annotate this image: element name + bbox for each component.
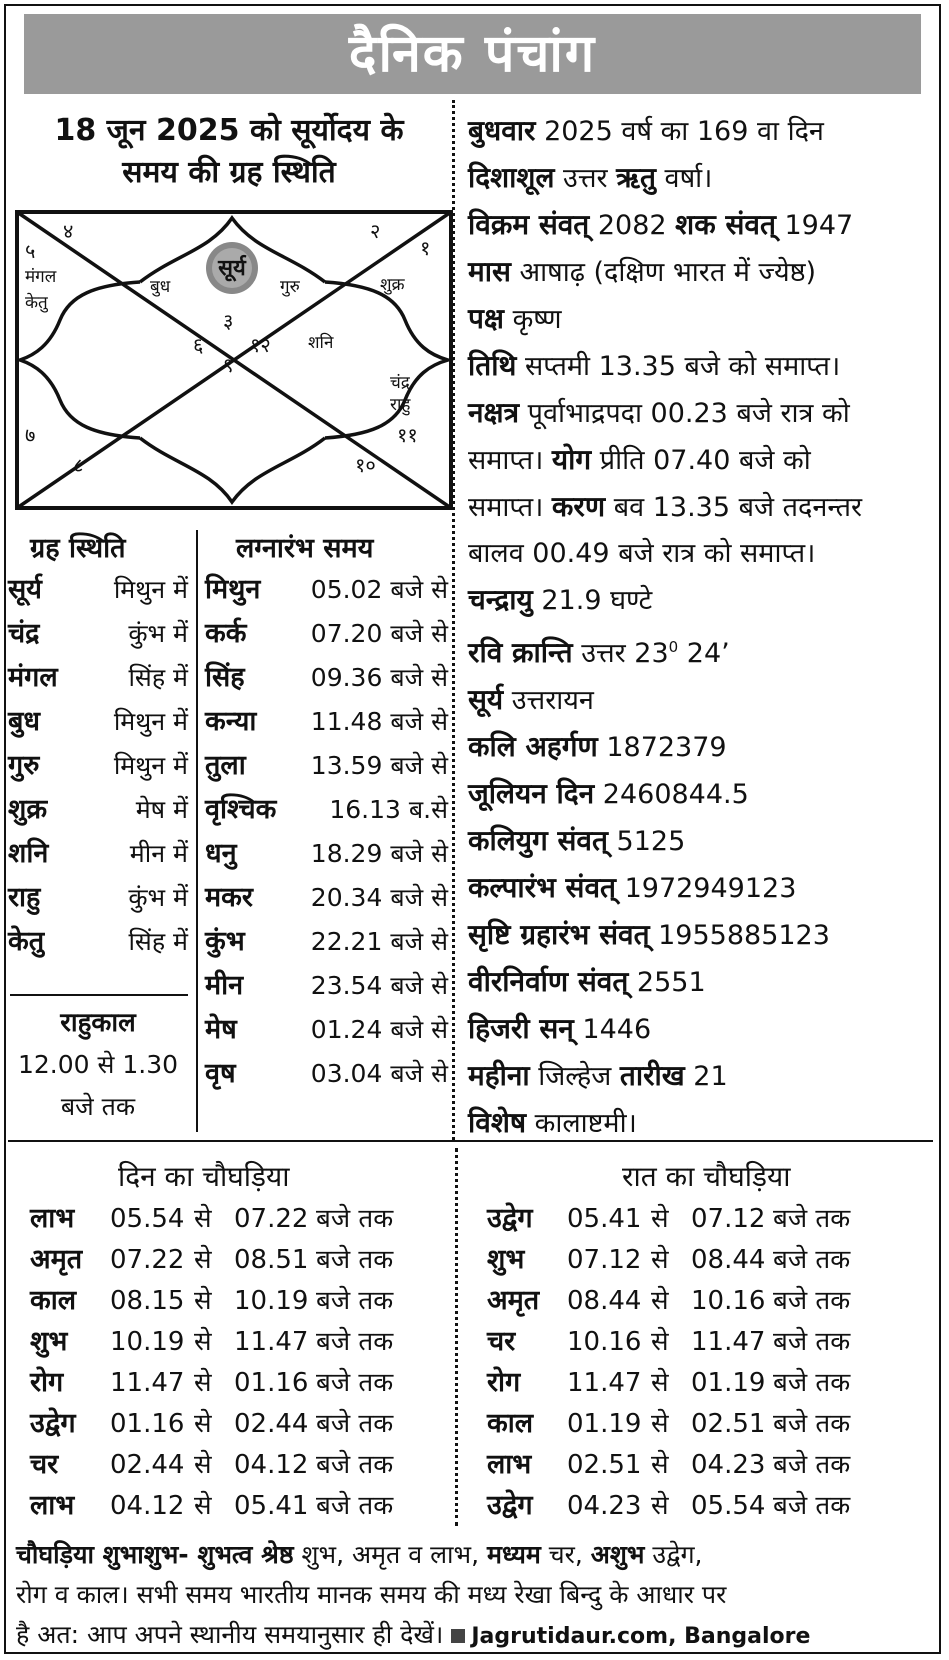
choghadiya-name: काल (30, 1285, 77, 1316)
lagna-row (205, 832, 448, 876)
graha-sthiti-heading: ग्रह स्थिति (30, 533, 126, 564)
choghadiya-row (30, 1444, 393, 1485)
choghadiya-row (30, 1280, 393, 1321)
choghadiya-to: 10.19 (234, 1286, 309, 1316)
choghadiya-row (487, 1485, 850, 1526)
choghadiya-se: से (194, 1245, 212, 1275)
choghadiya-suffix: बजे तक (773, 1245, 851, 1275)
choghadiya-from: 08.15 (110, 1286, 185, 1316)
house-7: ७ (25, 423, 36, 447)
graha-rashi: मिथुन में (113, 575, 188, 604)
choghadiya-se: से (194, 1204, 212, 1234)
graha-planet: शनि (8, 838, 49, 869)
choghadiya-se: से (651, 1327, 669, 1357)
choghadiya-name: शुभ (487, 1244, 525, 1275)
choghadiya-suffix: बजे तक (316, 1327, 394, 1357)
lagna-row (205, 876, 448, 920)
graha-planet: मंगल (8, 662, 58, 693)
choghadiya-se: से (651, 1204, 669, 1234)
lagna-rashi: मकर (205, 882, 253, 913)
graha-planet: गुरु (8, 750, 40, 781)
choghadiya-to: 04.12 (234, 1450, 309, 1480)
lagna-table (205, 568, 448, 1096)
choghadiya-suffix: बजे तक (316, 1409, 394, 1439)
graha-rashi: सिंह में (128, 927, 188, 956)
lagna-row (205, 920, 448, 964)
choghadiya-row (30, 1485, 393, 1526)
choghadiya-row (30, 1198, 393, 1239)
choghadiya-se: से (194, 1327, 212, 1357)
lagna-time: 22.21 बजे से (310, 927, 448, 956)
graha-row (8, 656, 188, 700)
lagna-time: 09.36 बजे से (310, 663, 448, 692)
choghadiya-to: 05.54 (691, 1491, 766, 1521)
choghadiya-to: 02.51 (691, 1409, 766, 1439)
choghadiya-row (487, 1444, 850, 1485)
choghadiya-suffix: बजे तक (773, 1450, 851, 1480)
house-6: ६ (193, 333, 204, 357)
chandra-label: चंद्र (390, 373, 410, 393)
graha-rashi: कुंभ में (128, 619, 188, 648)
house-11: ११ (397, 423, 418, 447)
choghadiya-row (487, 1198, 850, 1239)
graha-row (8, 876, 188, 920)
choghadiya-to: 07.12 (691, 1204, 766, 1234)
choghadiya-from: 01.16 (110, 1409, 185, 1439)
choghadiya-name: उद्वेग (487, 1490, 533, 1521)
graha-rashi: सिंह में (128, 663, 188, 692)
choghadiya-se: से (194, 1450, 212, 1480)
lagna-time: 16.13 ब.से (329, 795, 448, 824)
choghadiya-name: लाभ (487, 1449, 532, 1480)
lagna-rashi: सिंह (205, 662, 245, 693)
shani-label: शनि (308, 333, 334, 353)
choghadiya-to: 01.19 (691, 1368, 766, 1398)
day-choghadiya-heading: दिन का चौघड़िया (118, 1160, 290, 1193)
choghadiya-row (30, 1403, 393, 1444)
house-8: ८ (73, 453, 84, 477)
choghadiya-from: 04.23 (567, 1491, 642, 1521)
choghadiya-suffix: बजे तक (773, 1286, 851, 1316)
graha-row (8, 832, 188, 876)
lagna-rashi: कर्क (205, 618, 247, 649)
choghadiya-from: 01.19 (567, 1409, 642, 1439)
rahukaal-divider (10, 994, 188, 996)
lagna-row (205, 1052, 448, 1096)
choghadiya-from: 10.19 (110, 1327, 185, 1357)
choghadiya-se: से (651, 1245, 669, 1275)
choghadiya-name: अमृत (30, 1244, 83, 1275)
credit-square-icon (451, 1629, 465, 1643)
choghadiya-suffix: बजे तक (773, 1327, 851, 1357)
graha-row (8, 920, 188, 964)
night-choghadiya-heading: रात का चौघड़िया (622, 1160, 791, 1193)
panchang-details: बुधवार 2025 वर्ष का 169 वा दिन दिशाशूल उत्तर ऋतु वर्षा। विक्रम संवत् 2082 शक संवत् 1947 मास आषाढ़ (दक्षिण भारत में ज्येष्ठ) पक्ष कृष्ण तिथि सप्तमी 13.35 बजे को समाप्त। नक्षत्र पूर्वाभाद्रपदा 00.23 बजे रात्र को समाप्त। योग प्रीति 07.40 बजे को समाप्त। करण बव 13.35 बजे तदनन्तर बालव 00.49 बजे रात्र को समाप्त। चन्द्रायु 21.9 घण्टे रवि क्रान्ति उत्तर $23^0$ 24’ सूर्य उत्तरायन कलि अहर्गण 1872379 जूलियन दिन 2460844.5 कलियुग संवत् 5125 कल्पारंभ संवत् 1972949123 सृष्टि ग्रहारंभ संवत् 1955885123 वीरनिर्वाण संवत् 2551 हिजरी सन् 1446 महीना जिल्हेज तारीख 21 विशेष कालाष्टमी। (468, 114, 863, 1139)
choghadiya-suffix: बजे तक (316, 1286, 394, 1316)
rahukaal-heading: राहुकाल (60, 1008, 136, 1038)
choghadiya-suffix: बजे तक (773, 1368, 851, 1398)
credit-text: Jagrutidaur.com, Bangalore (471, 1624, 811, 1649)
lagna-row (205, 700, 448, 744)
rahu-label: राहु (390, 395, 411, 415)
house-1: १ (420, 236, 431, 260)
choghadiya-suffix: बजे तक (316, 1245, 394, 1275)
graha-planet: सूर्य (8, 574, 42, 605)
graha-row (8, 612, 188, 656)
choghadiya-se: से (651, 1491, 669, 1521)
graha-planet: शुक्र (8, 794, 48, 825)
rahukaal-box (8, 1002, 188, 1128)
choghadiya-name: लाभ (30, 1203, 75, 1234)
lagna-time: 23.54 बजे से (310, 971, 448, 1000)
house-5: ५ (25, 239, 36, 263)
lagna-time: 05.02 बजे से (310, 575, 448, 604)
footer-note: चौघड़िया शुभाशुभ- शुभत्व श्रेष्ठ शुभ, अमृत व लाभ, मध्यम चर, अशुभ उद्वेग, रोग व काल। सभी समय भारतीय मानक समय की मध्य रेखा बिन्दु के आधार पर है अत: आप अपने स्थानीय समयानुसार ही देखें। Jagrutidaur.com, Bangalore (16, 1540, 811, 1649)
choghadiya-suffix: बजे तक (316, 1368, 394, 1398)
choghadiya-suffix: बजे तक (316, 1491, 394, 1521)
choghadiya-to: 10.16 (691, 1286, 766, 1316)
lagna-rashi: कुंभ (205, 926, 245, 957)
graha-row (8, 788, 188, 832)
house-2: २ (370, 219, 381, 243)
lagna-row (205, 568, 448, 612)
house-3: ३ (223, 309, 234, 333)
choghadiya-name: चर (30, 1449, 59, 1480)
graha-planet: बुध (8, 706, 41, 737)
graha-row (8, 744, 188, 788)
graha-planet: चंद्र (8, 618, 40, 649)
lagna-rashi: कन्या (205, 706, 257, 737)
birth-chart (15, 210, 455, 510)
choghadiya-to: 05.41 (234, 1491, 309, 1521)
lagna-rashi: तुला (205, 750, 246, 781)
choghadiya-suffix: बजे तक (773, 1409, 851, 1439)
choghadiya-name: उद्वेग (30, 1408, 76, 1439)
choghadiya-name: उद्वेग (487, 1203, 533, 1234)
choghadiya-se: से (651, 1368, 669, 1398)
day-choghadiya-table (30, 1198, 393, 1526)
choghadiya-name: रोग (487, 1367, 521, 1398)
choghadiya-from: 02.51 (567, 1450, 642, 1480)
graha-rashi: मीन में (129, 839, 188, 868)
lagna-rashi: धनु (205, 838, 237, 869)
choghadiya-name: काल (487, 1408, 534, 1439)
lagna-time: 20.34 बजे से (310, 883, 448, 912)
sun-label: सूर्य (218, 256, 246, 281)
lagna-rashi: वृश्चिक (205, 794, 277, 825)
budh-label: बुध (150, 277, 171, 297)
choghadiya-from: 11.47 (567, 1368, 642, 1398)
choghadiya-to: 04.23 (691, 1450, 766, 1480)
lagna-row (205, 964, 448, 1008)
choghadiya-from: 08.44 (567, 1286, 642, 1316)
choghadiya-row (30, 1362, 393, 1403)
mangal-label: मंगल (25, 267, 57, 287)
choghadiya-column-divider (455, 1148, 458, 1526)
choghadiya-from: 10.16 (567, 1327, 642, 1357)
lagna-row (205, 656, 448, 700)
lagna-time: 03.04 बजे से (310, 1059, 448, 1088)
house-12: १२ (250, 333, 271, 357)
chart-heading: 18 जून 2025 को सूर्योदय के समय की ग्रह स्थिति (54, 113, 404, 190)
choghadiya-to: 11.47 (691, 1327, 766, 1357)
ketu-label: केतु (25, 293, 48, 313)
choghadiya-row (487, 1403, 850, 1444)
choghadiya-suffix: बजे तक (316, 1450, 394, 1480)
choghadiya-to: 01.16 (234, 1368, 309, 1398)
lagna-heading: लग्नारंभ समय (236, 533, 374, 564)
choghadiya-to: 11.47 (234, 1327, 309, 1357)
house-10: १० (355, 453, 376, 477)
lagna-row (205, 1008, 448, 1052)
choghadiya-se: से (194, 1491, 212, 1521)
shukra-label: शुक्र (380, 275, 405, 295)
choghadiya-se: से (651, 1409, 669, 1439)
house-9: ९ (223, 353, 234, 377)
choghadiya-row (30, 1239, 393, 1280)
graha-rashi: कुंभ में (128, 883, 188, 912)
choghadiya-from: 07.22 (110, 1245, 185, 1275)
choghadiya-to: 02.44 (234, 1409, 309, 1439)
lagna-row (205, 788, 448, 832)
choghadiya-from: 07.12 (567, 1245, 642, 1275)
choghadiya-row (487, 1362, 850, 1403)
graha-planet: केतु (8, 926, 45, 957)
lagna-time: 13.59 बजे से (310, 751, 448, 780)
choghadiya-from: 11.47 (110, 1368, 185, 1398)
graha-rashi: मिथुन में (113, 707, 188, 736)
lagna-time: 01.24 बजे से (310, 1015, 448, 1044)
lagna-rashi: मीन (205, 970, 244, 1001)
graha-row (8, 568, 188, 612)
choghadiya-to: 07.22 (234, 1204, 309, 1234)
rahukaal-suffix: बजे तक (60, 1092, 136, 1121)
lagna-rashi: मेष (205, 1014, 237, 1045)
choghadiya-se: से (194, 1286, 212, 1316)
choghadiya-se: से (651, 1286, 669, 1316)
choghadiya-suffix: बजे तक (316, 1204, 394, 1234)
choghadiya-from: 05.41 (567, 1204, 642, 1234)
choghadiya-suffix: बजे तक (773, 1204, 851, 1234)
graha-lagna-divider (196, 530, 198, 1132)
choghadiya-se: से (194, 1368, 212, 1398)
graha-rashi: मिथुन में (113, 751, 188, 780)
graha-row (8, 700, 188, 744)
choghadiya-from: 05.54 (110, 1204, 185, 1234)
choghadiya-row (487, 1321, 850, 1362)
choghadiya-to: 08.51 (234, 1245, 309, 1275)
graha-planet: राहु (8, 882, 41, 913)
choghadiya-suffix: बजे तक (773, 1491, 851, 1521)
lagna-time: 07.20 बजे से (310, 619, 448, 648)
choghadiya-row (487, 1280, 850, 1321)
guru-label: गुरु (280, 277, 300, 297)
night-choghadiya-table (487, 1198, 850, 1526)
rahukaal-time: 12.00 से 1.30 (17, 1050, 179, 1079)
choghadiya-to: 08.44 (691, 1245, 766, 1275)
lagna-rashi: वृष (205, 1058, 236, 1089)
choghadiya-name: लाभ (30, 1490, 75, 1521)
lagna-row (205, 744, 448, 788)
choghadiya-row (487, 1239, 850, 1280)
choghadiya-name: अमृत (487, 1285, 540, 1316)
choghadiya-name: चर (487, 1326, 516, 1357)
choghadiya-from: 02.44 (110, 1450, 185, 1480)
choghadiya-name: शुभ (30, 1326, 68, 1357)
choghadiya-row (30, 1321, 393, 1362)
choghadiya-from: 04.12 (110, 1491, 185, 1521)
choghadiya-se: से (651, 1450, 669, 1480)
graha-sthiti-table (8, 568, 188, 964)
graha-rashi: मेष में (135, 795, 188, 824)
choghadiya-se: से (194, 1409, 212, 1439)
lagna-time: 18.29 बजे से (310, 839, 448, 868)
lagna-rashi: मिथुन (205, 574, 261, 605)
choghadiya-name: रोग (30, 1367, 64, 1398)
page-title: दैनिक पंचांग (24, 14, 921, 94)
lagna-row (205, 612, 448, 656)
house-4: ४ (63, 219, 74, 243)
lagna-time: 11.48 बजे से (310, 707, 448, 736)
